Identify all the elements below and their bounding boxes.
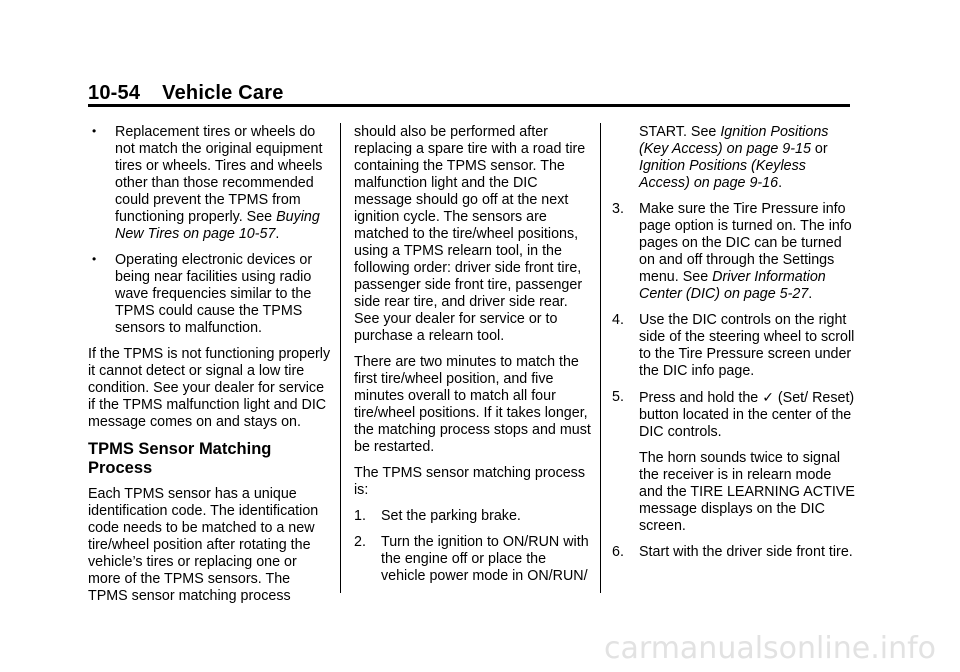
step-item	[354, 534, 592, 585]
column-divider-2	[600, 123, 601, 593]
paragraph: If the TPMS is not functioning properly it cannot detect or signal a low tire condition. See your dealer for service if the TPMS malfunction light and DIC message comes on and stays on.	[88, 346, 331, 430]
checkmark-icon: ✓	[762, 389, 774, 405]
header-rule	[88, 104, 850, 107]
bullet-text: Operating electronic devices or being near facilities using radio wave frequencies similar to the TPMS could cause the TPMS sensors to malfunction.	[115, 252, 313, 336]
step-item	[612, 201, 858, 303]
punctuation: .	[275, 226, 280, 242]
step-note: The horn sounds twice to signal the receiver is in relearn mode and the TIRE LEARNING ACTIVE message displays on the DIC screen.	[639, 450, 855, 534]
step-text: Turn the ignition to ON/RUN with the engine off or place the vehicle power mode in ON/RUN/	[381, 534, 589, 584]
bullet-item	[88, 124, 332, 243]
step-number: 1.	[354, 508, 366, 524]
page-header	[88, 82, 284, 105]
step-text: Set the parking brake.	[381, 508, 521, 524]
cross-reference-link[interactable]: Ignition Positions (Keyless Access) on page 9-16	[639, 158, 806, 191]
cross-reference-link[interactable]: Ignition Positions (Key Access) on page 9-15	[639, 124, 829, 157]
section-title: Vehicle Care	[162, 82, 284, 104]
step-number: 3.	[612, 201, 624, 217]
step-number: 6.	[612, 544, 624, 560]
step-number: 4.	[612, 312, 624, 328]
step-text: Press and hold the	[639, 390, 763, 406]
step-item	[612, 389, 858, 441]
bullet-item	[88, 252, 332, 337]
column-3	[612, 124, 858, 570]
step-continuation	[612, 124, 858, 192]
step-number: 2.	[354, 534, 366, 550]
step-text: or	[810, 141, 828, 157]
step-number: 5.	[612, 389, 624, 405]
punctuation: .	[808, 286, 813, 302]
step-text: Make sure the Tire Pressure info page option is turned on. The info pages on the DIC can be turned on and off through the Settings menu. See	[639, 201, 852, 285]
step-item	[612, 312, 858, 380]
bullet-text: Replacement tires or wheels do not match the original equipment tires or wheels. Tires and wheels other than those recommended could prevent the TPMS from functioning properly. See	[115, 124, 323, 225]
section-heading: TPMS Sensor Matching Process	[88, 440, 272, 477]
step-item	[612, 544, 858, 561]
step-item	[354, 508, 592, 525]
watermark: carmanualsonline.info	[604, 631, 936, 666]
step-text: Start with the driver side front tire.	[639, 544, 853, 560]
step-text: Use the DIC controls on the right side of the steering wheel to scroll to the Tire Pressure screen under the DIC info page.	[639, 312, 855, 379]
column-2	[354, 124, 592, 594]
step-text: (Set/ Reset) button located in the center of the DIC controls.	[639, 390, 855, 440]
bullet-icon: •	[92, 252, 97, 266]
bullet-icon: •	[92, 124, 97, 138]
page-number: 10-54	[88, 82, 141, 104]
column-divider-1	[340, 123, 341, 593]
punctuation: .	[778, 175, 783, 191]
paragraph: There are two minutes to match the first tire/wheel position, and five minutes overall to match all four tire/wheel positions. If it takes longer, the matching process stops and must be restarted.	[354, 354, 591, 455]
column-1	[88, 124, 332, 614]
cross-reference-link[interactable]: Driver Information Center (DIC) on page 5-27	[639, 269, 826, 302]
paragraph: The TPMS sensor matching process is:	[354, 465, 585, 498]
cross-reference-link[interactable]: Buying New Tires on page 10-57	[115, 209, 320, 242]
paragraph: should also be performed after replacing a spare tire with a road tire containing the TPMS sensor. The malfunction light and the DIC message should go off at the next ignition cycle. The sensors are matched to the tire/wheel positions, using a TPMS relearn tool, in the following order: driver side front tire, passenger side front tire, passenger side rear tire, and driver side rear. See your dealer for service or to purchase a relearn tool.	[354, 124, 586, 344]
step-text: START. See	[639, 124, 721, 140]
paragraph: Each TPMS sensor has a unique identification code. The identification code needs to be matched to a new tire/wheel position after rotating the vehicle’s tires or replacing one or more of the TPMS sensors. The TPMS sensor matching process	[88, 486, 319, 604]
